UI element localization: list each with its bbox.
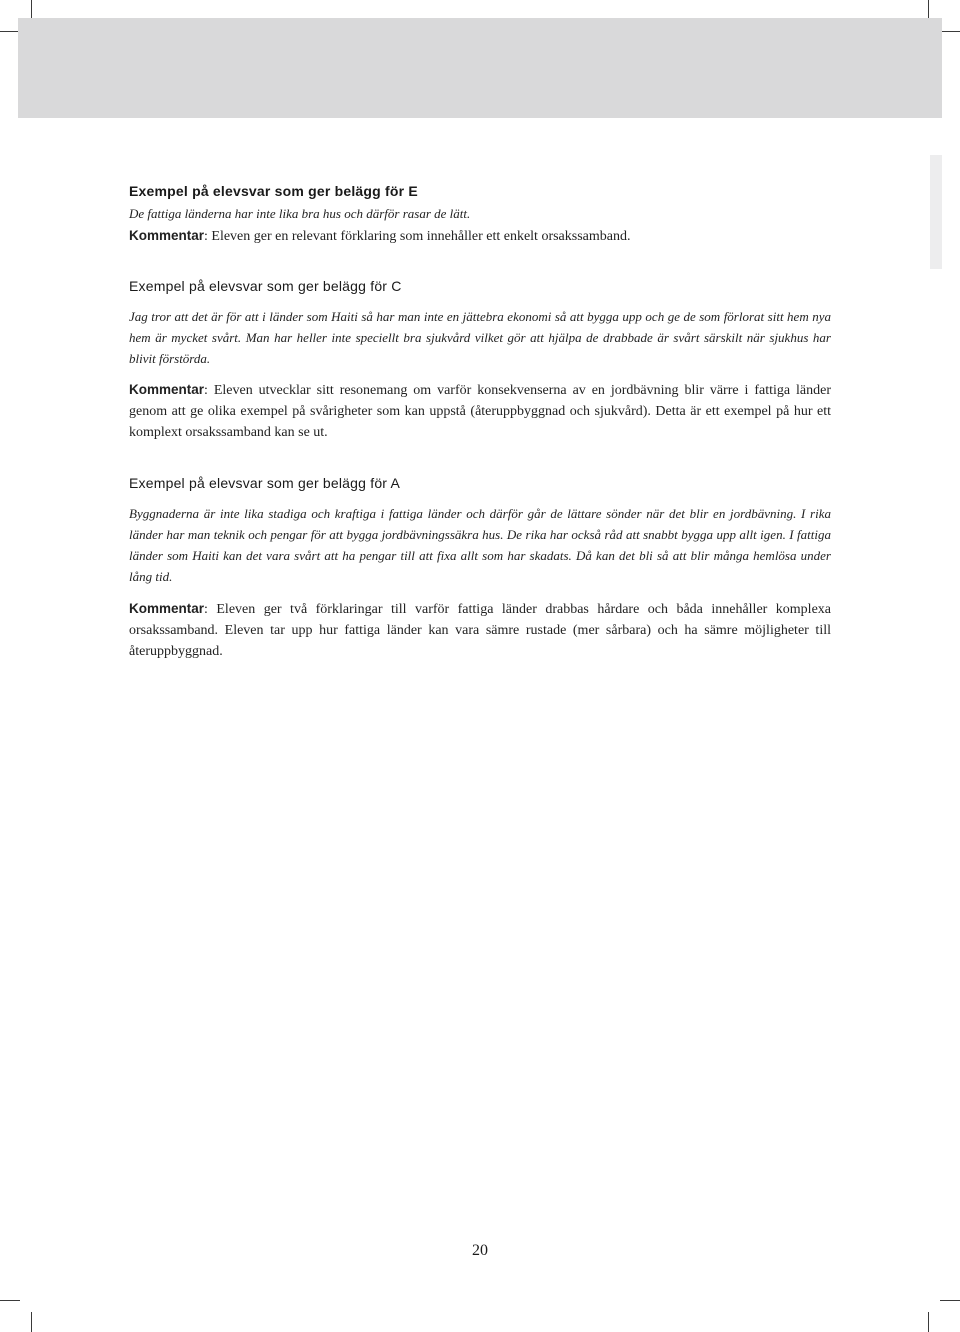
section-e-quote: De fattiga länderna har inte lika bra hus och därför rasar de lätt. [129, 206, 471, 221]
section-a-comment [129, 598, 831, 662]
crop-mark-top-right-v [928, 0, 929, 20]
section-c [129, 276, 831, 443]
crop-mark-bottom-right-h [940, 1300, 960, 1301]
header-band [18, 18, 942, 118]
crop-mark-bottom-left-h [0, 1300, 20, 1301]
section-c-comment-text: : Eleven utvecklar sitt resonemang om varför konsekvenserna av en jordbävning blir värre i fattiga länder genom att ge olika exempel på svårigheter som kan uppstå (återuppbyggnad och sjukvård). Detta är ett exempel på hur ett komplext orsakssamband kan se ut. [129, 383, 831, 440]
section-e-comment [129, 225, 831, 247]
crop-mark-top-right-h [940, 31, 960, 32]
crop-mark-top-left-v [31, 0, 32, 20]
section-c-comment [129, 379, 831, 443]
section-a-quote: Byggnaderna är inte lika stadiga och kraftiga i fattiga länder och därför går de lättare sönder när det blir en jordbävning. I rika länder har man teknik och pengar för att bygga jordbävningssäkra hus. De rika har också råd att snabbt bygga upp allt igen. I fattiga länder som Haiti kan det vara svårt att ha pengar till att fixa allt som har skadats. Då kan det bli så att blir många hemlösa under lång tid. [129, 506, 831, 584]
side-tab [930, 155, 942, 269]
crop-mark-bottom-left-v [31, 1312, 32, 1332]
section-e-comment-label: Kommentar [129, 228, 205, 243]
section-a [129, 473, 831, 662]
page-number: 20 [472, 1242, 488, 1259]
section-a-heading: Exempel på elevsvar som ger belägg för A [129, 475, 401, 491]
section-a-comment-label: Kommentar [129, 601, 205, 616]
section-e [129, 181, 831, 247]
section-e-comment-text: : Eleven ger en relevant förklaring som innehåller ett enkelt orsakssamband. [204, 229, 631, 244]
section-e-heading: Exempel på elevsvar som ger belägg för E [129, 183, 418, 199]
section-a-comment-text: : Eleven ger två förklaringar till varför fattiga länder drabbas hårdare och båda innehåller komplexa orsakssamband. Eleven tar upp hur fattiga länder kan vara sämre rustade (mer sårbara) och ha sämre möjligheter till återuppbyggnad. [129, 602, 831, 659]
crop-mark-top-left-h [0, 31, 20, 32]
crop-mark-bottom-right-v [928, 1312, 929, 1332]
section-c-quote: Jag tror att det är för att i länder som Haiti så har man inte en jättebra ekonomi så att bygga upp och ge de som förlorat sitt hem nya hem är mycket svårt. Man har heller inte speciellt bra sjukvård vilket gör att hjälpa de drabbade är svårt särskilt när sjukhus har blivit förstörda. [129, 309, 831, 366]
page-content [129, 181, 831, 662]
section-c-heading: Exempel på elevsvar som ger belägg för C [129, 278, 402, 294]
section-c-comment-label: Kommentar [129, 382, 205, 397]
